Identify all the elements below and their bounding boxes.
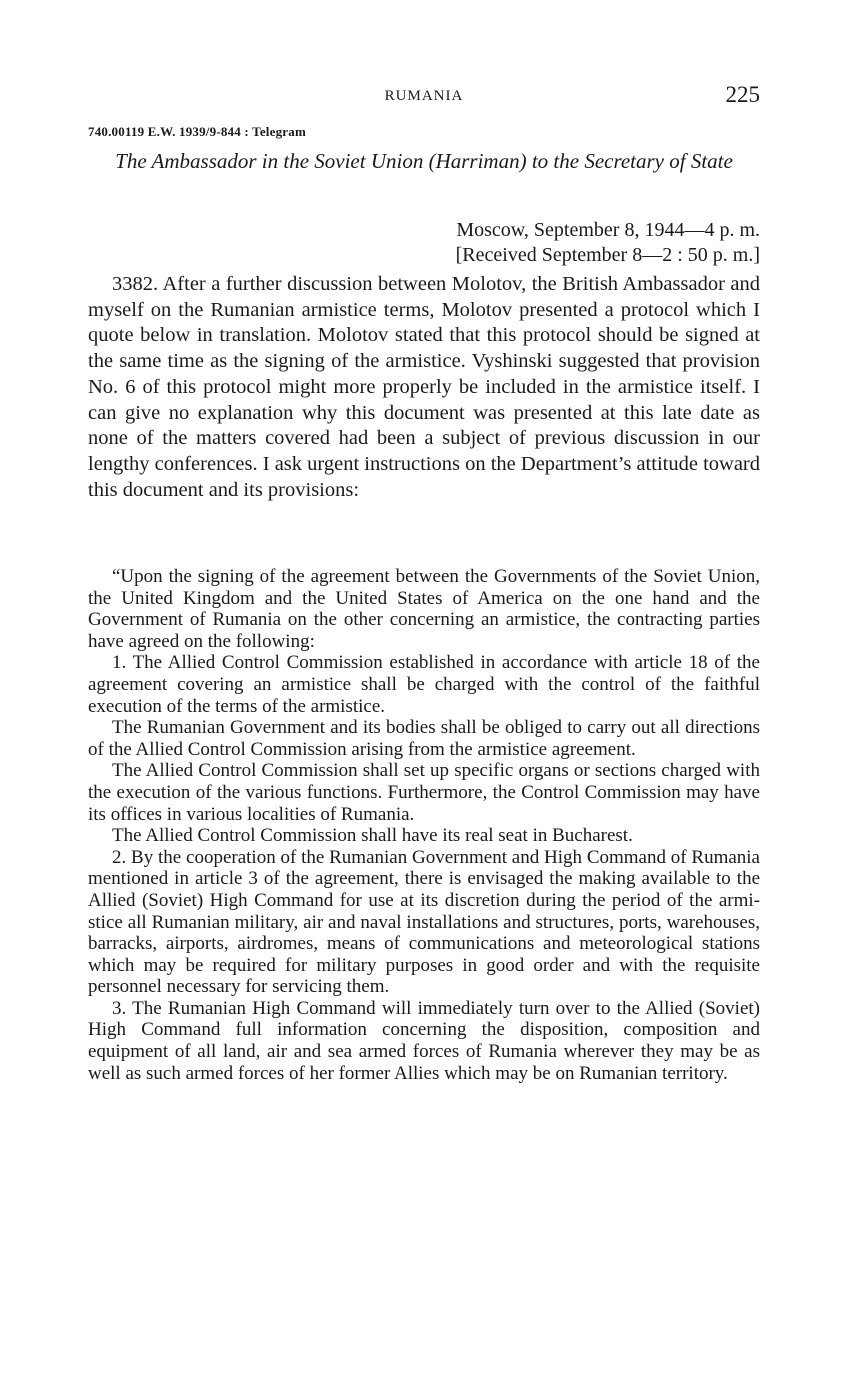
quote-paragraph: The Allied Control Commission shall have its real seat in Bucharest.: [112, 825, 633, 847]
quote-paragraph: 1. The Allied Control Commission established in accordance with article 18 of the agreement covering an armistice shall be charged with the control of the faithful execution of the terms of the armistice.: [88, 652, 760, 717]
quote-paragraph: 3. The Rumanian High Command will immediately turn over to the Allied (Soviet) High Command full information concerning the disposition, composition and equipment of all land, air and sea armed forces of Rumania wherever they may be as well as such armed forces of her former Allies which may be on Rumanian territory.: [88, 997, 760, 1084]
document-title: The Ambassador in the Soviet Union (Harriman) to the Secretary of State: [115, 149, 733, 173]
dateline: [456, 218, 760, 268]
quote-paragraph: 2. By the cooperation of the Rumanian Government and High Command of Rumania mentioned in article 3 of the agreement, there is envisaged the making available to the Allied (Soviet) High Command for use at its discretion during the period of the armistice all Rumanian military, air and naval installations and structures, ports, warehouses, barracks, airports, airdromes, means of communications and meteorological stations which may be required for military purposes in good order and with the requisite personnel necessary for servicing them.: [88, 846, 760, 998]
running-head: [88, 82, 760, 112]
telegram-body-paragraph: 3382. After a further discussion between Molotov, the British Ambassador and myself on the Rumanian armistice terms, Molotov presented a protocol which I quote below in translation. Molotov stated that this protocol should be signed at the same time as the signing of the armistice. Vyshinski suggested that provision No. 6 of this protocol might more properly be included in the armistice itself. I can give no explanation why this document was presented at this late date as none of the matters covered had been a subject of previous discussion in our lengthy conferences. I ask urgent instructions on the Department’s attitude toward this document and its provisions:: [88, 273, 760, 501]
file-reference: 740.00119 E.W. 1939/9-844 : Telegram: [88, 124, 306, 139]
running-title: RUMANIA: [384, 88, 464, 104]
protocol-quote: [88, 566, 760, 1084]
page-number: 225: [725, 82, 760, 107]
quote-paragraph: The Rumanian Government and its bodies shall be obliged to carry out all directions of the Allied Control Commission arising from the armistice agreement.: [88, 717, 760, 760]
dateline-sent: Moscow, September 8, 1944—4 p. m.: [456, 219, 760, 241]
quote-paragraph: The Allied Control Commission shall set up specific organs or sections charged with the execution of the various functions. Furthermore, the Control Commission may have its offices in various localities of Rumania.: [88, 760, 760, 825]
quote-paragraph: “Upon the signing of the agreement between the Governments of the Soviet Union, the United Kingdom and the United States of America on the one hand and the Government of Rumania on the other concerning an armistice, the contracting parties have agreed on the following:: [88, 566, 760, 652]
dateline-received: [Received September 8—2 : 50 p. m.]: [455, 244, 760, 266]
